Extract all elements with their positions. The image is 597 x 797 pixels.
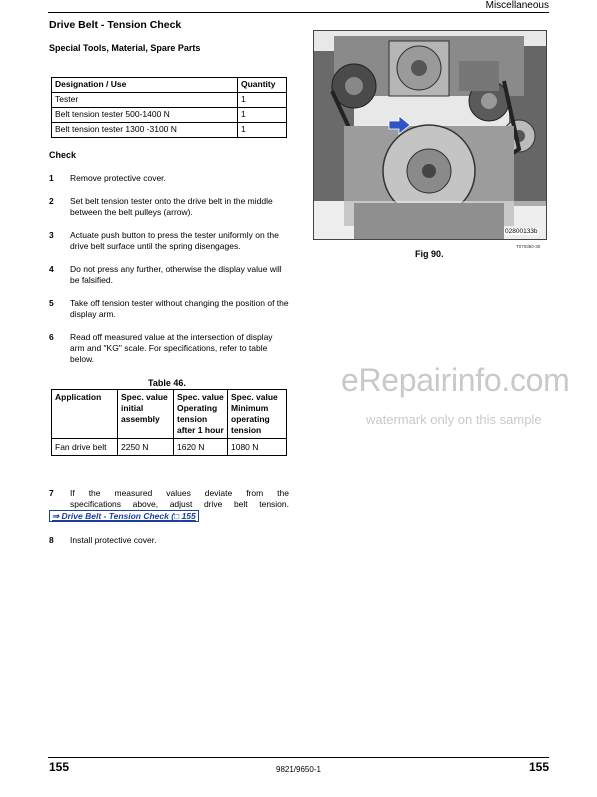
tools-cell: Belt tension tester 500-1400 N	[52, 108, 238, 123]
tools-header-designation: Designation / Use	[52, 78, 238, 93]
link-text: ⇒ Drive Belt - Tension Check (	[52, 511, 175, 522]
spec-cell: 1080 N	[228, 439, 287, 456]
page-ref-icon: □	[174, 511, 180, 522]
step-text: Set belt tension tester onto the drive belt in the middle between the belt pulleys (arrow).	[70, 196, 273, 218]
tools-cell: 1	[238, 108, 287, 123]
footer-rule	[48, 757, 549, 758]
tools-header-quantity: Quantity	[238, 78, 287, 93]
step-7	[49, 488, 289, 523]
step-number: 3	[49, 230, 54, 240]
engine-figure	[313, 30, 547, 240]
step-text: Take off tension tester without changing the position of the display arm.	[70, 298, 289, 320]
tools-cell: Tester	[52, 93, 238, 108]
step-number: 6	[49, 332, 54, 342]
table-caption: Table 46.	[148, 378, 186, 388]
tools-cell: Belt tension tester 1300 -3100 N	[52, 123, 238, 138]
spec-cell: 1620 N	[174, 439, 228, 456]
step-2	[49, 196, 289, 218]
step-text: Install protective cover.	[70, 535, 157, 545]
table-row	[52, 123, 287, 138]
spec-header-operating: Spec. value Operating tension after 1 hour	[174, 390, 228, 439]
watermark-text: eRepairinfo.com	[341, 362, 570, 398]
step-number: 5	[49, 298, 54, 308]
step-4	[49, 264, 289, 286]
table-row	[52, 439, 287, 456]
step-6	[49, 332, 289, 366]
spec-header-initial: Spec. value initial assembly	[118, 390, 174, 439]
page-number-right: 155	[528, 760, 549, 774]
page-number-left: 155	[49, 760, 70, 774]
step-text: Remove protective cover.	[70, 173, 166, 183]
step-text: Do not press any further, otherwise the display value will be falsified.	[70, 264, 282, 286]
tools-table	[51, 77, 287, 138]
tools-cell: 1	[238, 93, 287, 108]
figure-reference: T070360-30	[516, 244, 541, 249]
step-text: specifications above, adjust drive belt tension.	[70, 499, 289, 510]
table-row	[52, 93, 287, 108]
figure-code: 02800133b	[505, 228, 538, 235]
link-page: 155	[179, 511, 196, 522]
spec-cell: 2250 N	[118, 439, 174, 456]
tools-table-header	[52, 78, 287, 93]
step-8	[49, 535, 289, 546]
watermark-subtext: watermark only on this sample	[366, 412, 542, 427]
spec-header-minimum: Spec. value Minimum operating tension	[228, 390, 287, 439]
spec-cell: Fan drive belt	[52, 439, 118, 456]
step-1	[49, 173, 289, 184]
check-heading: Check	[49, 150, 77, 160]
step-number: 4	[49, 264, 54, 274]
step-number: 8	[49, 535, 54, 545]
step-5	[49, 298, 289, 320]
step-text: Actuate push button to press the tester uniformly on the drive belt surface until the spring disengages.	[70, 230, 279, 252]
step-number: 1	[49, 173, 54, 183]
header-rule	[48, 12, 549, 13]
header-section-title: Miscellaneous	[485, 0, 549, 11]
spec-header-application: Application	[52, 390, 118, 439]
spec-table-header	[52, 390, 287, 439]
document-number: 9821/9650-1	[276, 765, 321, 774]
step-number: 7	[49, 488, 54, 498]
page-title: Drive Belt - Tension Check	[49, 19, 182, 31]
step-3	[49, 230, 289, 252]
tools-cell: 1	[238, 123, 287, 138]
step-text: If the measured values deviate from the	[70, 488, 289, 498]
cross-reference-link[interactable]	[49, 510, 199, 522]
step-text: Read off measured value at the intersection of display arm and "KG" scale. For specifications, refer to table below.	[70, 332, 273, 365]
table-row	[52, 108, 287, 123]
spec-table	[51, 389, 287, 456]
step-number: 2	[49, 196, 54, 206]
engine-illustration	[314, 31, 547, 240]
figure-caption: Fig 90.	[415, 249, 444, 259]
tools-heading: Special Tools, Material, Spare Parts	[49, 43, 201, 53]
